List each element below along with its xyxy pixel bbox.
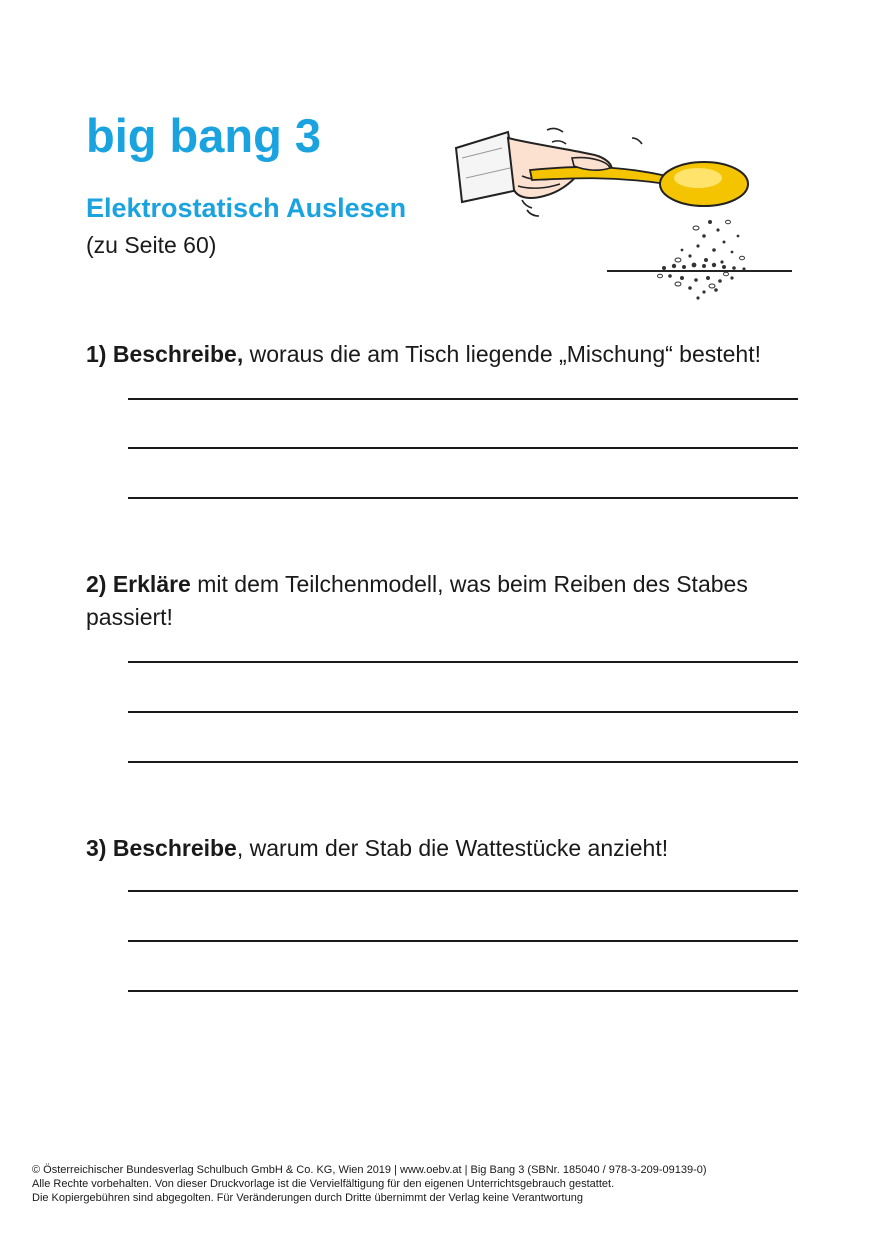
answer-line[interactable] (128, 890, 798, 892)
page-reference: (zu Seite 60) (86, 232, 217, 258)
answer-line[interactable] (128, 398, 798, 400)
question-3-verb: 3) Beschreibe (86, 835, 237, 861)
question-3-text: , warum der Stab die Wattestücke anzieht! (236, 835, 669, 861)
answer-line[interactable] (128, 940, 798, 942)
worksheet-title: Elektrostatisch Auslesen (86, 193, 407, 223)
question-1-text: woraus die am Tisch liegende „Mischung“ besteht! (243, 341, 762, 367)
answer-line[interactable] (128, 447, 798, 449)
footer-line-3: Die Kopiergebühren sind abgegolten. Für Veränderungen durch Dritte übernimmt der Verlag keine Verantwortung (32, 1192, 583, 1204)
hand-holding-spoon-icon (452, 118, 797, 308)
answer-line[interactable] (128, 761, 798, 763)
footer-line-1: © Österreichischer Bundesverlag Schulbuch GmbH & Co. KG, Wien 2019 | www.oebv.at | Big Bang 3 (SBNr. 185040 / 978-3-209-09139-0) (32, 1164, 707, 1176)
footer-line-2: Alle Rechte vorbehalten. Von dieser Druckvorlage ist die Vervielfältigung für den eigenen Unterrichtsgebrauch gestattet. (32, 1178, 615, 1190)
answer-line[interactable] (128, 661, 798, 663)
answer-line[interactable] (128, 990, 798, 992)
copyright-footer (32, 1163, 707, 1205)
question-2-verb: 2) Erkläre (86, 571, 191, 597)
answer-line[interactable] (128, 711, 798, 713)
question-2-text: mit dem Teilchenmodell, was beim Reiben des Stabes passiert! (86, 571, 748, 630)
answer-line[interactable] (128, 497, 798, 499)
question-1-verb: 1) Beschreibe, (86, 341, 244, 367)
question-1 (86, 338, 811, 371)
brand-title: big bang 3 (86, 109, 321, 162)
question-3 (86, 832, 811, 865)
question-2 (86, 568, 811, 634)
